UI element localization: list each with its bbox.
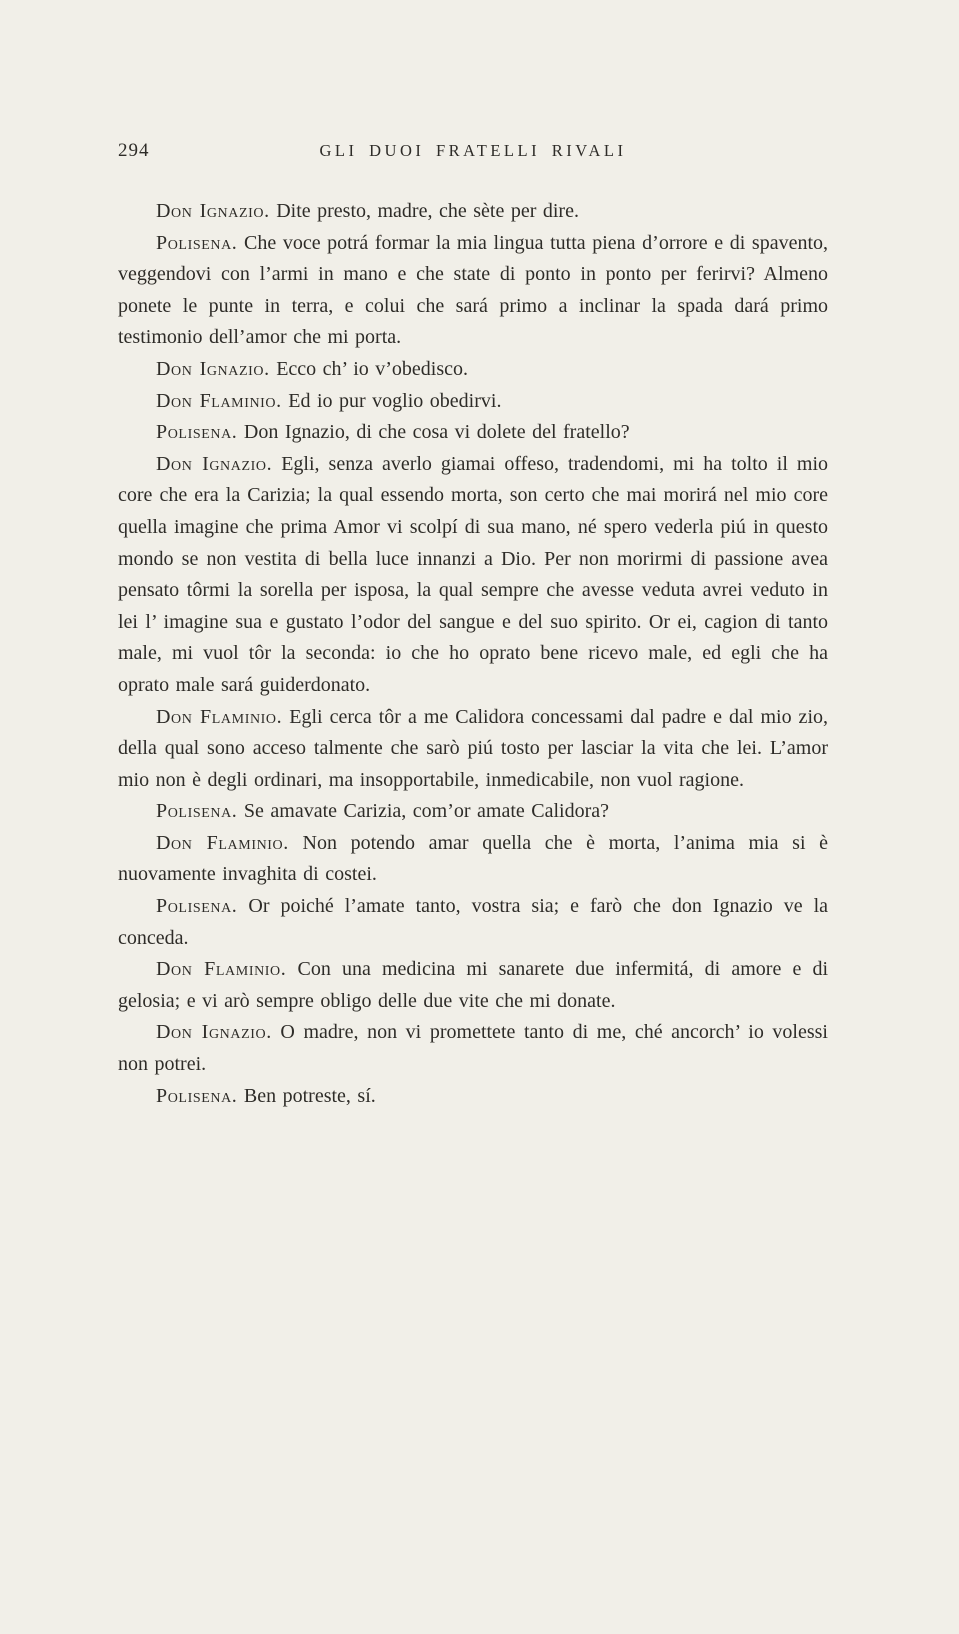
speaker-name: Don Flaminio.: [156, 958, 287, 981]
dialogue-paragraph: [118, 1017, 828, 1080]
dialogue-paragraph: [118, 891, 828, 954]
speaker-name: Don Flaminio.: [156, 831, 289, 854]
speaker-name: Polisena.: [156, 800, 238, 823]
dialogue-paragraph: [118, 417, 828, 449]
speaker-name: Polisena.: [156, 231, 238, 254]
speech-text: Con una medicina mi sanarete due infermitá, di amore e di gelosia; e vi arò sempre obligo delle due vite che mi donate.: [118, 958, 829, 1012]
speaker-name: Don Ignazio.: [156, 357, 270, 380]
header-title: GLI DUOI FRATELLI RIVALI: [319, 141, 627, 160]
speech-text: Egli cerca tôr a me Calidora concessami dal padre e dal mio zio, della qual sono acceso talmente che sarò piú tosto per lasciar la vita che lei. L’amor mio non è degli ordinari, ma insopportabile, inmedicabile, non vuol ragione.: [118, 705, 828, 791]
speech-text: Dite presto, madre, che sète per dire.: [276, 200, 579, 222]
speech-text: Non potendo amar quella che è morta, l’anima mia si è nuovamente invaghita di costei.: [118, 831, 828, 886]
dialogue-text-block: [118, 196, 828, 1112]
page-number: 294: [118, 140, 150, 161]
speaker-name: Polisena.: [156, 895, 238, 918]
dialogue-paragraph: [118, 196, 828, 228]
speaker-name: Don Ignazio.: [156, 200, 270, 222]
speech-text: Ed io pur voglio obedirvi.: [288, 389, 502, 412]
dialogue-paragraph: [118, 449, 828, 702]
speech-text: Or poiché l’amate tanto, vostra sia; e farò che don Ignazio ve la conceda.: [118, 895, 829, 949]
dialogue-paragraph: [118, 954, 828, 1017]
dialogue-paragraph: [118, 828, 828, 891]
dialogue-paragraph: [118, 1081, 828, 1113]
dialogue-paragraph: [118, 702, 828, 797]
dialogue-paragraph: [118, 386, 828, 418]
speaker-name: Polisena.: [156, 421, 238, 444]
speaker-name: Don Flaminio.: [156, 389, 282, 412]
speaker-name: Don Ignazio.: [156, 1021, 272, 1044]
speech-text: Se amavate Carizia, com’or amate Calidora?: [243, 800, 610, 823]
dialogue-paragraph: [118, 796, 828, 828]
dialogue-paragraph: [118, 354, 828, 386]
speaker-name: Polisena.: [156, 1084, 238, 1107]
speech-text: Che voce potrá formar la mia lingua tutta piena d’orrore e di spavento, veggendovi con l’armi in mano e che state di ponto in ponto per ferirvi? Almeno ponete le punte in terra, e colui che sará primo a inclinar la spada dará primo testimonio dell’amor che mi porta.: [118, 231, 829, 349]
running-head: [118, 140, 828, 166]
speaker-name: Don Flaminio.: [156, 705, 283, 728]
speech-text: Egli, senza averlo giamai offeso, tradendomi, mi ha tolto il mio core che era la Carizia; la qual essendo morta, son certo che mai morirá nel mio core quella imagine che prima Amor vi scolpí di sua mano, né spero vederla piú in questo mondo se non vestita di bella luce innanzi a Dio. Per non morirmi di passione avea pensato tôrmi la sorella per isposa, la qual sempre che avesse veduta avrei veduto in lei l’ imagine sua e gustato l’odor del sangue e del suo spirito. Or ei, cagion di tanto male, mi vuol tôr la seconda: io che ho oprato bene ricevo male, ed egli che ha oprato male sará guiderdonato.: [118, 452, 828, 696]
dialogue-paragraph: [118, 228, 828, 354]
speech-text: O madre, non vi promettete tanto di me, ché ancorch’ io volessi non potrei.: [118, 1021, 828, 1076]
speech-text: Don Ignazio, di che cosa vi dolete del fratello?: [243, 421, 630, 444]
page-content: [118, 140, 828, 1112]
speaker-name: Don Ignazio.: [156, 452, 273, 475]
speech-text: Ben potreste, sí.: [243, 1084, 376, 1107]
speech-text: Ecco ch’ io v’obedisco.: [276, 357, 469, 380]
